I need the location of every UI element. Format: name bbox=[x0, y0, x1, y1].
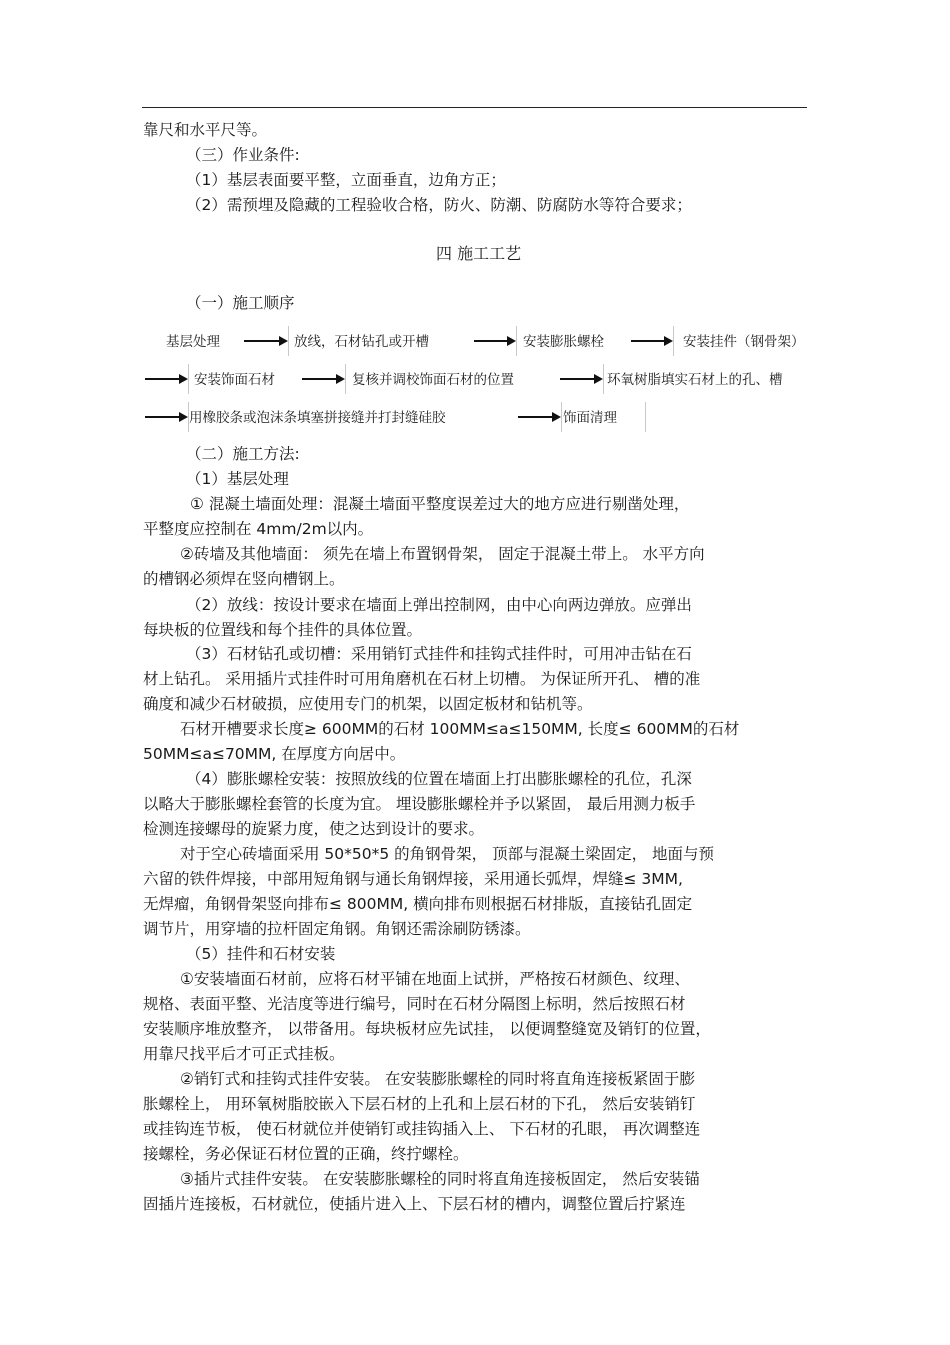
flow-step-5: 安装饰面石材 bbox=[194, 372, 275, 388]
text-line: 材上钻孔。 采用插片式挂件时可用角磨机在石材上切槽。 为保证所开孔、 槽的准 bbox=[143, 670, 701, 688]
text-line: 安装顺序堆放整齐， 以带备用。每块板材应先试挂， 以便调整缝宽及销钉的位置， bbox=[143, 1020, 711, 1038]
text-line: 用靠尺找平后才可正式挂板。 bbox=[143, 1045, 345, 1063]
flow-step-2: 放线，石材钻孔或开槽 bbox=[294, 334, 429, 350]
flow-divider bbox=[645, 402, 646, 432]
flow-divider bbox=[288, 326, 289, 356]
flow-divider bbox=[603, 364, 604, 394]
text-line: 调节片，用穿墙的拉杆固定角钢。角钢还需涂刷防锈漆。 bbox=[143, 920, 531, 938]
flow-divider bbox=[345, 364, 346, 394]
text-line: 50MM≤a≤70MM, 在厚度方向居中。 bbox=[143, 745, 406, 763]
text-line: 以略大于膨胀螺栓套管的长度为宜。 埋设膨胀螺栓并予以紧固， 最后用测力板手 bbox=[143, 795, 696, 813]
text-line: ①安装墙面石材前，应将石材平铺在地面上试拼，严格按石材颜色、纹理、 bbox=[180, 970, 690, 988]
text-line: 六留的铁件焊接，中部用短角钢与通长角钢焊接，采用通长弧焊，焊缝≤ 3MM, bbox=[143, 870, 683, 888]
text-line: 接螺栓，务必保证石材位置的正确，终拧螺栓。 bbox=[143, 1145, 469, 1163]
subheading-hanging-install: （5）挂件和石材安装 bbox=[186, 945, 336, 963]
flow-arrow-icon bbox=[145, 412, 188, 422]
text-line: （1）基层表面要平整，立面垂直，边角方正； bbox=[186, 171, 506, 189]
text-line: 每块板的位置线和每个挂件的具体位置。 bbox=[143, 621, 423, 639]
flow-step-3: 安装膨胀螺栓 bbox=[523, 334, 604, 350]
text-line: （2）放线：按设计要求在墙面上弹出控制网，由中心向两边弹放。应弹出 bbox=[186, 596, 692, 614]
text-line: ① 混凝土墙面处理：混凝土墙面平整度误差过大的地方应进行剔凿处理， bbox=[190, 495, 690, 513]
text-line: 对于空心砖墙面采用 50*50*5 的角钢骨架， 顶部与混凝土梁固定， 地面与预 bbox=[180, 845, 715, 863]
flow-step-6: 复核并调校饰面石材的位置 bbox=[352, 372, 514, 388]
text-line: （2）需预埋及隐藏的工程验收合格，防火、防潮、防腐防水等符合要求； bbox=[186, 196, 692, 214]
text-line: ③插片式挂件安装。 在安装膨胀螺栓的同时将直角连接板固定， 然后安装锚 bbox=[180, 1170, 700, 1188]
subheading-sequence: （一）施工顺序 bbox=[186, 294, 295, 312]
text-line: （3）石材钻孔或切槽：采用销钉式挂件和挂钩式挂件时，可用冲击钻在石 bbox=[186, 645, 692, 663]
flow-arrow-icon bbox=[244, 336, 288, 346]
flow-divider bbox=[516, 326, 517, 356]
text-line: 胀螺栓上， 用环氧树脂胶嵌入下层石材的上孔和上层石材的下孔， 然后安装销钉 bbox=[143, 1095, 696, 1113]
flow-step-1: 基层处理 bbox=[166, 334, 220, 350]
flow-step-4: 安装挂件（钢骨架） bbox=[683, 334, 805, 350]
text-line: （4）膨胀螺栓安装：按照放线的位置在墙面上打出膨胀螺栓的孔位，孔深 bbox=[186, 770, 692, 788]
flow-arrow-icon bbox=[145, 374, 188, 384]
flow-step-7: 环氧树脂填实石材上的孔、槽 bbox=[607, 372, 783, 388]
subheading-base-treatment: （1）基层处理 bbox=[186, 470, 289, 488]
subheading-method: （二）施工方法: bbox=[186, 445, 300, 463]
flow-divider bbox=[188, 364, 189, 394]
flow-divider bbox=[673, 326, 674, 356]
subheading-work-conditions: （三）作业条件: bbox=[186, 146, 300, 164]
text-line: 靠尺和水平尺等。 bbox=[143, 121, 268, 139]
text-line: ②销钉式和挂钩式挂件安装。 在安装膨胀螺栓的同时将直角连接板紧固于膨 bbox=[180, 1070, 695, 1088]
text-line: 固插片连接板，石材就位，使插片进入上、下层石材的槽内，调整位置后拧紧连 bbox=[143, 1195, 686, 1213]
flow-arrow-icon bbox=[302, 374, 345, 384]
header-rule bbox=[142, 107, 807, 108]
text-line: 确度和减少石材破损，应使用专门的机架，以固定板材和钻机等。 bbox=[143, 695, 593, 713]
flow-arrow-icon bbox=[560, 374, 603, 384]
flow-arrow-icon bbox=[631, 336, 673, 346]
text-line: 规格、表面平整、光洁度等进行编号，同时在石材分隔图上标明，然后按照石材 bbox=[143, 995, 686, 1013]
flow-divider bbox=[561, 402, 562, 432]
flow-step-8: 用橡胶条或泡沫条填塞拼接缝并打封缝硅胶 bbox=[189, 410, 446, 426]
text-line: ②砖墙及其他墙面： 须先在墙上布置钢骨架， 固定于混凝土带上。 水平方向 bbox=[180, 545, 705, 563]
text-line: 平整度应控制在 4mm/2m以内。 bbox=[143, 520, 374, 538]
section-title: 四 施工工艺 bbox=[436, 244, 522, 263]
text-line: 无焊瘤，角钢骨架竖向排布≤ 800MM, 横向排布则根据石材排版，直接钻孔固定 bbox=[143, 895, 693, 913]
text-line: 检测连接螺母的旋紧力度，使之达到设计的要求。 bbox=[143, 820, 485, 838]
flow-step-9: 饰面清理 bbox=[563, 410, 617, 426]
text-line: 石材开槽要求长度≥ 600MM的石材 100MM≤a≤150MM, 长度≤ 600MM的石材 bbox=[180, 720, 740, 738]
flow-arrow-icon bbox=[518, 412, 561, 422]
text-line: 的槽钢必须焊在竖向槽钢上。 bbox=[143, 570, 345, 588]
text-line: 或挂钩连节板， 使石材就位并使销钉或挂钩插入上、 下石材的孔眼， 再次调整连 bbox=[143, 1120, 701, 1138]
flow-arrow-icon bbox=[474, 336, 516, 346]
